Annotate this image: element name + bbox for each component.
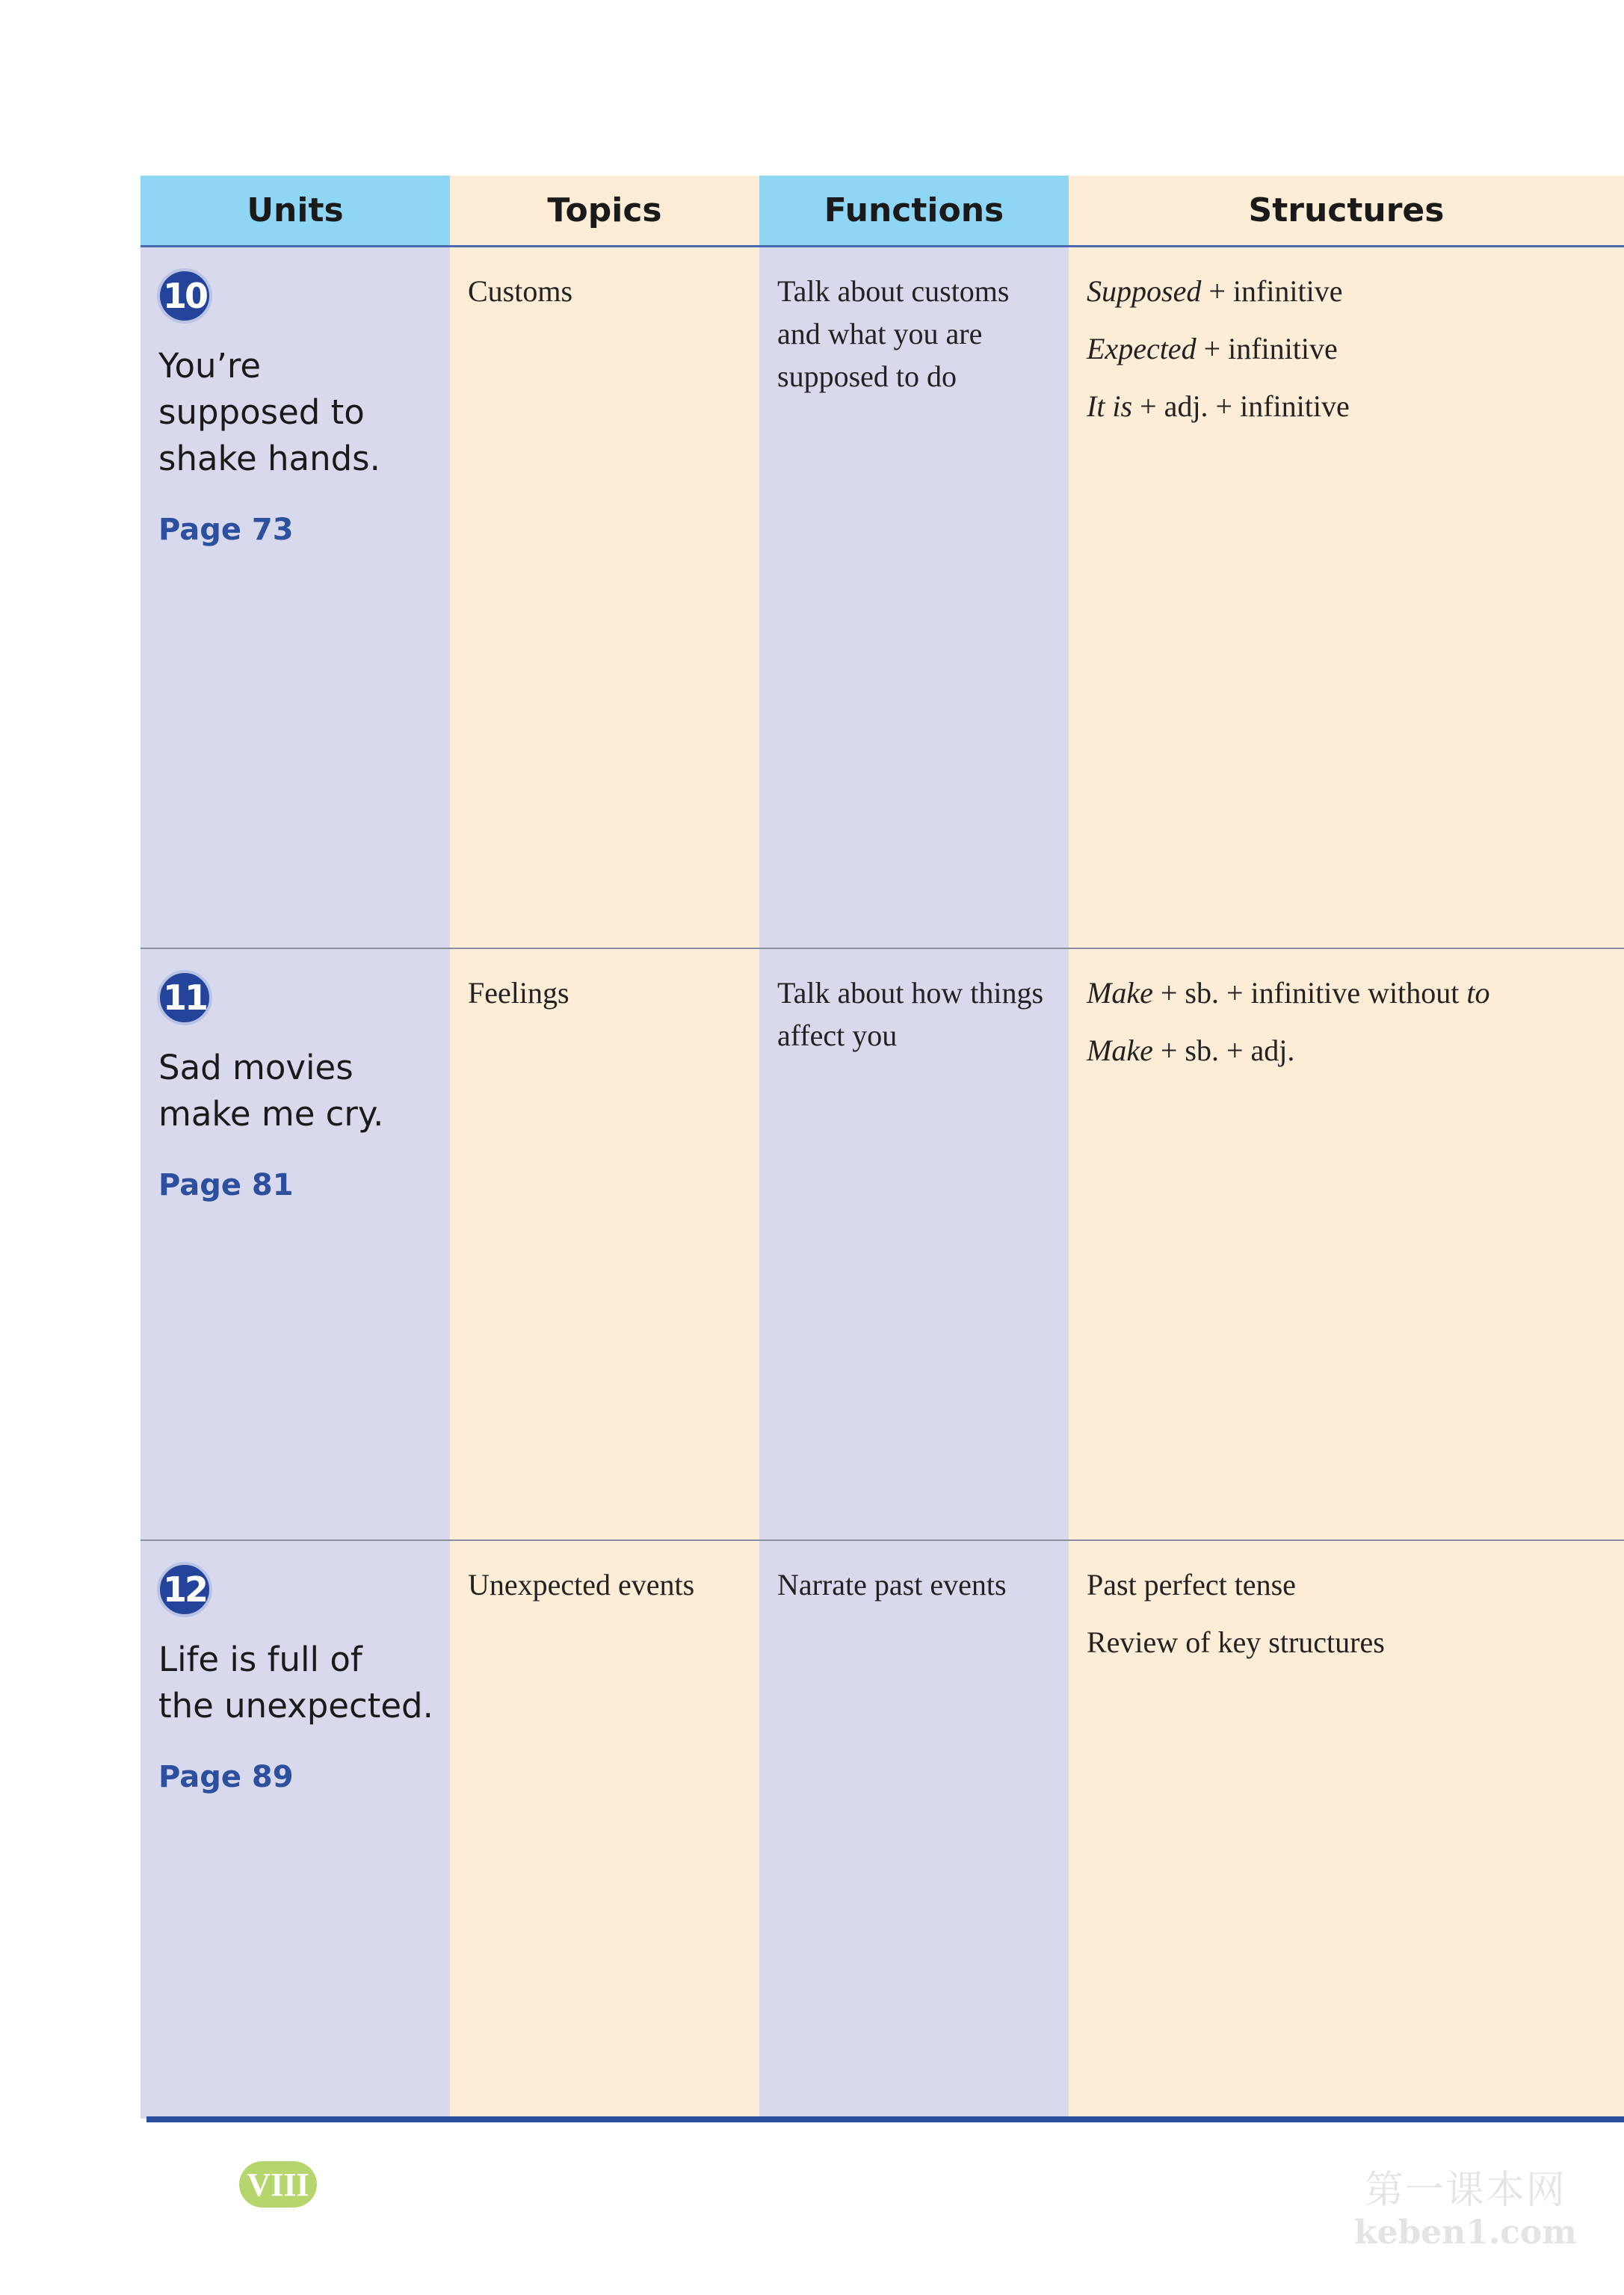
structure-cell [1069,1541,1624,2119]
unit-title [158,1045,450,1137]
structure-item [1087,1621,1606,1664]
syllabus-table [141,176,1624,2119]
page-number-badge: VIII [239,2161,317,2208]
unit-number-badge: 11 [157,970,212,1025]
topic-text: Customs [468,274,573,308]
unit-cell [141,949,450,1539]
table-row [141,247,1624,948]
structure-text: + infinitive [1196,332,1338,365]
structure-italic: Supposed [1087,274,1202,308]
structure-text: + sb. + adj. [1152,1034,1295,1067]
structure-item [1087,327,1606,370]
structure-text: + sb. + infinitive without [1152,976,1467,1010]
function-line: and what you are [777,317,983,350]
table-row [141,1539,1624,2119]
watermark-line: 第一课本网 [1364,2168,1566,2213]
function-line: Narrate past events [777,1568,1007,1601]
table-row [141,948,1624,1539]
structure-cell [1069,247,1624,948]
structure-item [1087,972,1606,1014]
unit-title-line: make me cry. [158,1094,384,1134]
structure-text: + adj. + infinitive [1132,389,1350,423]
structure-italic: It is [1087,389,1133,423]
topic-text: Unexpected events [468,1568,695,1601]
header-topics: Topics [450,176,759,245]
unit-title-line: Sad movies [158,1048,353,1087]
header-structures: Structures [1069,176,1624,245]
structure-italic: Make [1087,1034,1153,1067]
unit-page-link[interactable]: Page 81 [158,1168,294,1202]
unit-title-line: the unexpected. [158,1686,433,1726]
unit-number-badge: 12 [157,1562,212,1617]
unit-number-badge: 10 [157,268,212,324]
structure-item [1087,385,1606,427]
structure-italic: to [1466,976,1490,1010]
structure-text: + infinitive [1201,274,1343,308]
structure-italic: Expected [1087,332,1197,365]
unit-page-link[interactable]: Page 89 [158,1760,294,1794]
topic-cell [450,1541,759,2119]
function-line: supposed to do [777,359,957,393]
unit-title-line: supposed to [158,392,365,432]
unit-page-link[interactable]: Page 73 [158,513,294,547]
unit-title [158,343,450,482]
structure-cell [1069,949,1624,1539]
topic-cell [450,247,759,948]
structure-item [1087,1029,1606,1072]
unit-cell [141,247,450,948]
function-cell [759,247,1069,948]
structure-item [1087,1563,1606,1606]
bottom-divider [146,2116,1624,2122]
watermark [1354,2167,1577,2252]
header-functions: Functions [759,176,1069,245]
header-units: Units [141,176,450,245]
function-line: affect you [777,1019,898,1052]
topic-cell [450,949,759,1539]
structure-text: Review of key structures [1087,1625,1385,1659]
watermark-line: keben1.com [1354,2214,1577,2252]
function-cell [759,1541,1069,2119]
unit-cell [141,1541,450,2119]
unit-title-line: Life is full of [158,1640,362,1679]
function-cell [759,949,1069,1539]
structure-italic: Make [1087,976,1153,1010]
function-line: Talk about how things [777,976,1044,1010]
table-header [141,176,1624,247]
structure-item [1087,270,1606,312]
structure-text: Past perfect tense [1087,1568,1296,1601]
topic-text: Feelings [468,976,569,1010]
unit-title-line: shake hands. [158,439,380,478]
unit-title [158,1637,450,1729]
function-line: Talk about customs [777,274,1010,308]
unit-title-line: You’re [158,346,262,386]
